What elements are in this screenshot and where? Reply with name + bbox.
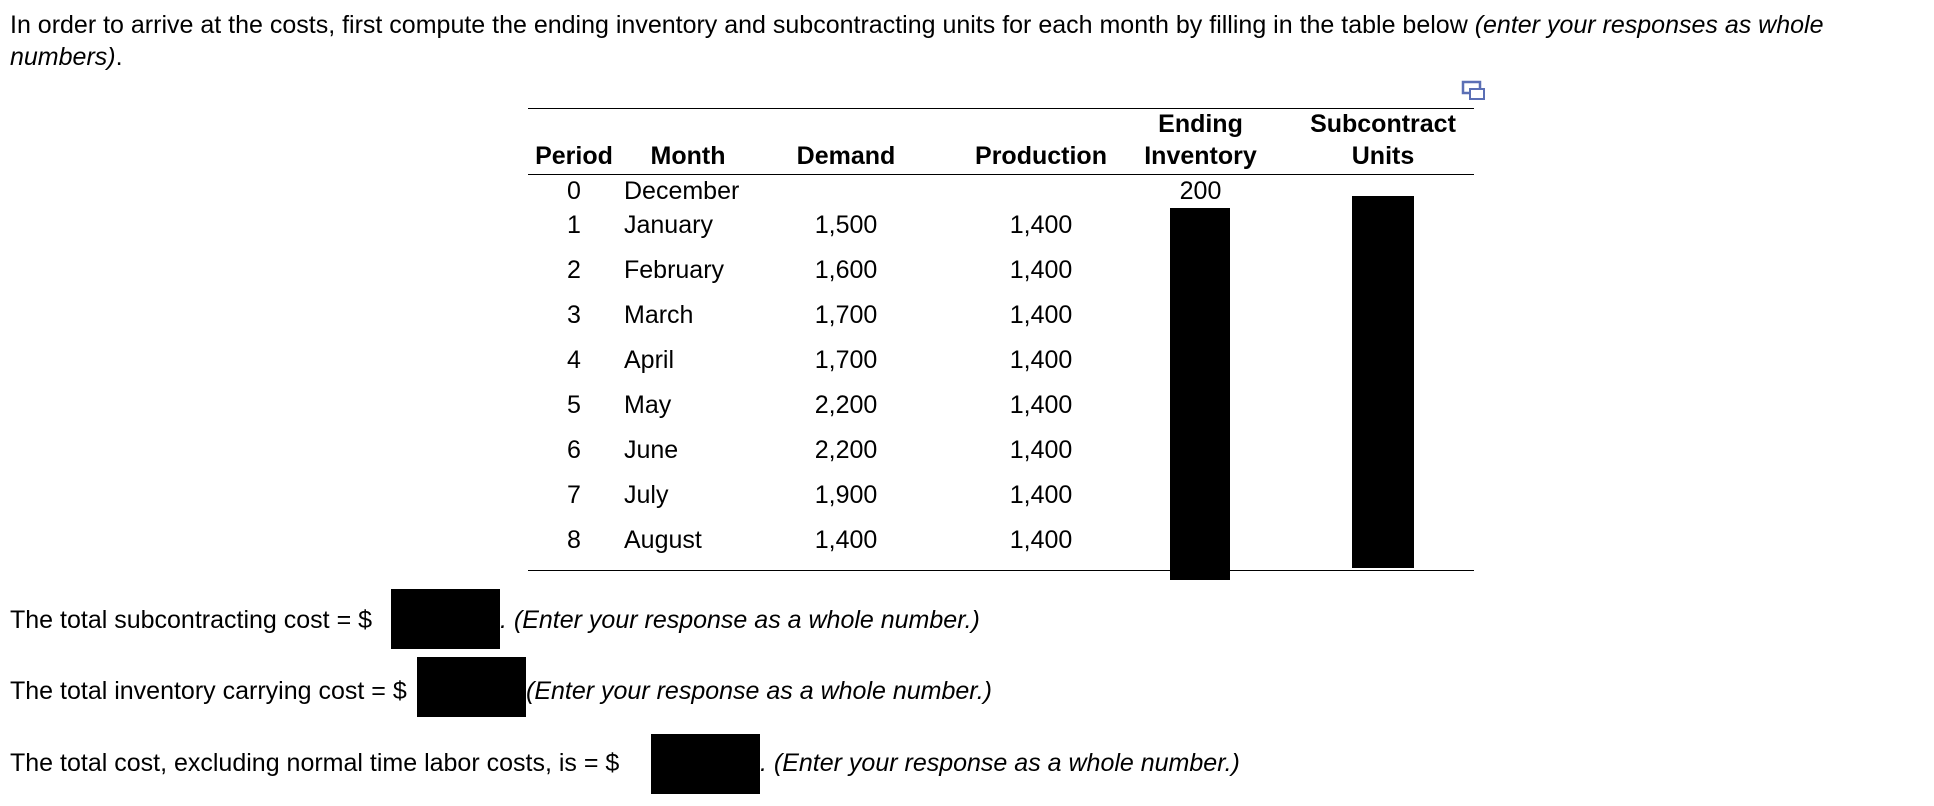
row-month: January bbox=[624, 211, 713, 239]
row-period: 5 bbox=[567, 391, 581, 419]
inventory-cost-hint: (Enter your response as a whole number.) bbox=[526, 677, 992, 705]
header-subcontract-line2: Units bbox=[1351, 142, 1415, 170]
header-subcontract-line1: Subcontract bbox=[1310, 110, 1456, 138]
initial-period: 0 bbox=[567, 177, 581, 205]
initial-month: December bbox=[624, 177, 740, 205]
row-production: 1,400 bbox=[1009, 211, 1073, 239]
row-production: 1,400 bbox=[1009, 436, 1073, 464]
row-production: 1,400 bbox=[1009, 391, 1073, 419]
total-cost-hint: . (Enter your response as a whole number.) bbox=[760, 749, 1240, 777]
row-demand: 1,400 bbox=[814, 526, 878, 554]
row-month: July bbox=[624, 481, 669, 509]
instructions bbox=[10, 9, 1890, 73]
row-period: 8 bbox=[567, 526, 581, 554]
header-ending-line1: Ending bbox=[1158, 110, 1243, 138]
row-production: 1,400 bbox=[1009, 346, 1073, 374]
row-period: 4 bbox=[567, 346, 581, 374]
initial-ending-inventory: 200 bbox=[1179, 177, 1222, 205]
row-month: February bbox=[624, 256, 725, 284]
subcontract-units-input-column[interactable] bbox=[1352, 196, 1414, 568]
header-month: Month bbox=[650, 142, 726, 170]
copy-icon[interactable] bbox=[1461, 80, 1487, 102]
row-month: June bbox=[624, 436, 679, 464]
row-demand: 2,200 bbox=[814, 391, 878, 419]
row-period: 2 bbox=[567, 256, 581, 284]
header-ending-line2: Inventory bbox=[1144, 142, 1257, 170]
row-production: 1,400 bbox=[1009, 481, 1073, 509]
row-production: 1,400 bbox=[1009, 301, 1073, 329]
header-production: Production bbox=[975, 142, 1107, 170]
row-month: May bbox=[624, 391, 672, 419]
row-production: 1,400 bbox=[1009, 256, 1073, 284]
row-month: August bbox=[624, 526, 702, 554]
row-period: 7 bbox=[567, 481, 581, 509]
header-period: Period bbox=[535, 142, 613, 170]
subcontracting-cost-input[interactable] bbox=[391, 589, 500, 649]
row-demand: 1,900 bbox=[814, 481, 878, 509]
row-period: 3 bbox=[567, 301, 581, 329]
row-demand: 1,700 bbox=[814, 301, 878, 329]
table-bottom-rule bbox=[528, 570, 1474, 571]
header-demand: Demand bbox=[796, 142, 896, 170]
row-month: April bbox=[624, 346, 675, 374]
subcontracting-cost-label: The total subcontracting cost = $ bbox=[10, 606, 373, 634]
total-cost-input[interactable] bbox=[651, 734, 760, 794]
inventory-cost-label: The total inventory carrying cost = $ bbox=[10, 677, 407, 705]
total-cost-label: The total cost, excluding normal time labor costs, is = $ bbox=[10, 749, 620, 777]
row-demand: 1,600 bbox=[814, 256, 878, 284]
row-demand: 1,500 bbox=[814, 211, 878, 239]
row-month: March bbox=[624, 301, 694, 329]
inventory-cost-input[interactable] bbox=[417, 657, 526, 717]
row-period: 6 bbox=[567, 436, 581, 464]
row-period: 1 bbox=[567, 211, 581, 239]
instructions-text: In order to arrive at the costs, first compute the ending inventory and subcontracting units for each month by filling in the table below bbox=[10, 11, 1475, 39]
row-demand: 1,700 bbox=[814, 346, 878, 374]
ending-inventory-input-column[interactable] bbox=[1170, 208, 1230, 580]
instructions-end: . bbox=[115, 43, 123, 71]
row-demand: 2,200 bbox=[814, 436, 878, 464]
row-production: 1,400 bbox=[1009, 526, 1073, 554]
subcontracting-cost-hint: . (Enter your response as a whole number.) bbox=[500, 606, 980, 634]
instructions-italic: (enter your responses as whole numbers) bbox=[10, 11, 1824, 71]
